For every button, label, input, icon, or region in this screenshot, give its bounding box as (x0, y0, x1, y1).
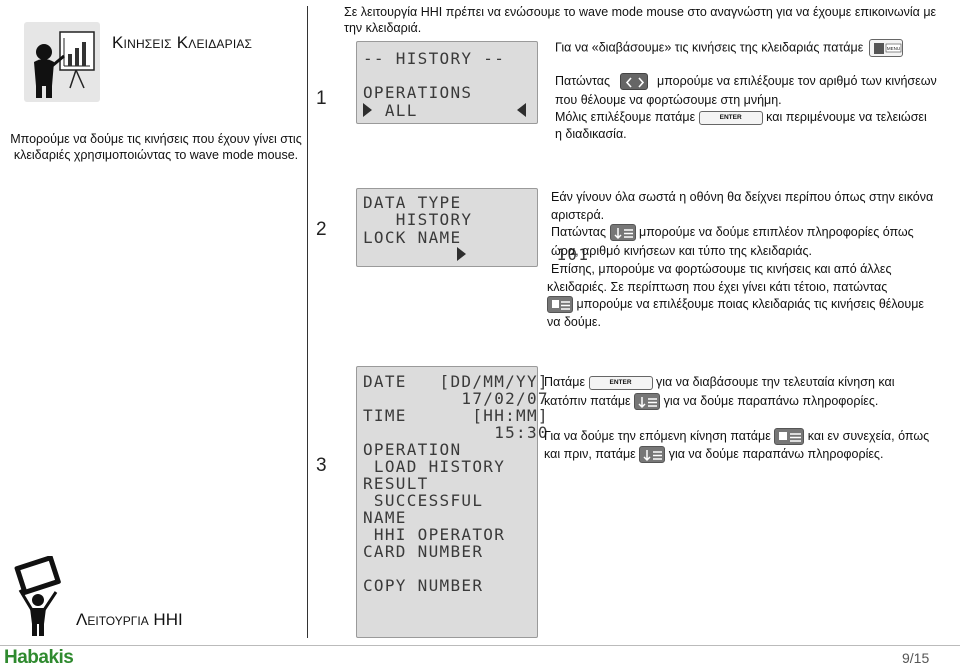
footer-divider (0, 645, 960, 646)
step1-line2: Πατώντας μπορούμε να επιλέξουμε τον αριθμό των κινήσεων (555, 73, 937, 90)
down-list-key-icon (634, 393, 660, 410)
lcd-line: 101 (469, 245, 590, 264)
lcd-line: LOCK NAME (363, 228, 462, 247)
lcd-line: ALL (363, 101, 418, 120)
footer-section-title: Λειτουργια HHI (76, 610, 183, 629)
figure-tv-icon (8, 556, 70, 638)
lcd-screen-history (356, 41, 538, 124)
page-title: Κινησεις Κλειδαριας (112, 33, 253, 52)
step2-line7: μπορούμε να επιλέξουμε ποιας κλειδαριάς τις κινήσεις θέλουμε (547, 296, 924, 313)
step3-line4: και πριν, πατάμε για να δούμε παραπάνω πληροφορίες. (544, 446, 883, 463)
lcd-line: RESULT (363, 474, 429, 493)
step2-line8: να δούμε. (547, 315, 601, 329)
menu-key-label: MENU (886, 46, 900, 51)
list-key-icon (547, 296, 573, 313)
lcd-line: DATE [DD/MM/YY] (363, 372, 549, 391)
enter-key-icon: ENTER (699, 111, 763, 125)
list-key-icon (774, 428, 804, 445)
step3-line3: Για να δούμε την επόμενη κίνηση πατάμε και εν συνεχεία, όπως (544, 428, 929, 445)
step1-line5: η διαδικασία. (555, 127, 627, 141)
lcd-line: DATA TYPE (363, 193, 462, 212)
lcd-line: OPERATION (363, 440, 462, 459)
step3-line1: Πατάμε ENTER για να διαβάσουμε την τελευταία κίνηση και (544, 375, 895, 389)
lcd-line: CARD NUMBER (363, 542, 484, 561)
step-number-3: 3 (316, 455, 327, 476)
lcd-screen-details (356, 366, 549, 638)
menu-key-icon (869, 39, 903, 57)
step2-line1: Εάν γίνουν όλα σωστά η οθόνη θα δείχνει περίπου όπως στην εικόνα (551, 190, 934, 204)
left-right-arrows-key-icon (620, 73, 648, 90)
intro-text: Σε λειτουργία HHI πρέπει να ενώσουμε το wave mode mouse στο αναγνώστη για να έχουμε επικοινωνία με την κλειδαριά. (344, 5, 937, 35)
section-description: Μπορούμε να δούμε τις κινήσεις που έχουν γίνει στις κλειδαριές χρησιμοποιώντας το wave mode mouse. (10, 132, 302, 162)
enter-key-icon: ENTER (589, 376, 653, 390)
lcd-line: LOAD HISTORY (363, 457, 506, 476)
lcd-line: NAME (363, 508, 407, 527)
lcd-line: HHI OPERATOR (363, 525, 506, 544)
lcd-line: HISTORY (363, 210, 473, 229)
step2-line3: Πατώντας μπορούμε να δούμε επιπλέον πληροφορίες όπως (551, 224, 914, 241)
down-list-key-icon (610, 224, 636, 241)
lcd-line: -- HISTORY -- (363, 49, 506, 68)
lcd-line: TIME [HH:MM] (363, 406, 549, 425)
column-divider (307, 6, 308, 638)
lcd-arrow-right-icon (457, 247, 466, 261)
step-number-1: 1 (316, 88, 327, 109)
step2-line4: ώρα, αριθμό κινήσεων και τύπο της κλειδαριάς. (551, 244, 812, 258)
page-number: 9/15 (902, 650, 930, 666)
brand-logo: Habakis (4, 647, 74, 668)
step2-line2: αριστερά. (551, 208, 605, 222)
lcd-line: COPY NUMBER (363, 576, 484, 595)
step2-line5: Επίσης, μπορούμε να φορτώσουμε τις κινήσεις και από άλλες (551, 262, 892, 276)
lcd-arrow-right-icon (363, 103, 372, 117)
step2-line6: κλειδαριές. Σε περίπτωση που έχει γίνει κάτι τέτοιο, πατώντας (547, 280, 888, 294)
presentation-figure-icon (24, 22, 100, 102)
lcd-line: OPERATIONS (363, 83, 473, 102)
step1-line1: Για να «διαβάσουμε» τις κινήσεις της κλειδαριάς πατάμε MENU (555, 39, 903, 57)
lcd-arrow-left-icon (517, 103, 526, 117)
lcd-line: 15:30 (363, 423, 549, 442)
step-number-2: 2 (316, 219, 327, 240)
lcd-line: 17/02/07 (363, 389, 549, 408)
step1-line4: Μόλις επιλέξουμε πατάμε ENTER και περιμένουμε να τελειώσει (555, 110, 927, 124)
lcd-line: SUCCESSFUL (363, 491, 484, 510)
step1-line3: που θέλουμε να φορτώσουμε στη μνήμη. (555, 93, 782, 107)
down-list-key-icon (639, 446, 665, 463)
step3-line2: κατόπιν πατάμε για να δούμε παραπάνω πληροφορίες. (544, 393, 878, 410)
